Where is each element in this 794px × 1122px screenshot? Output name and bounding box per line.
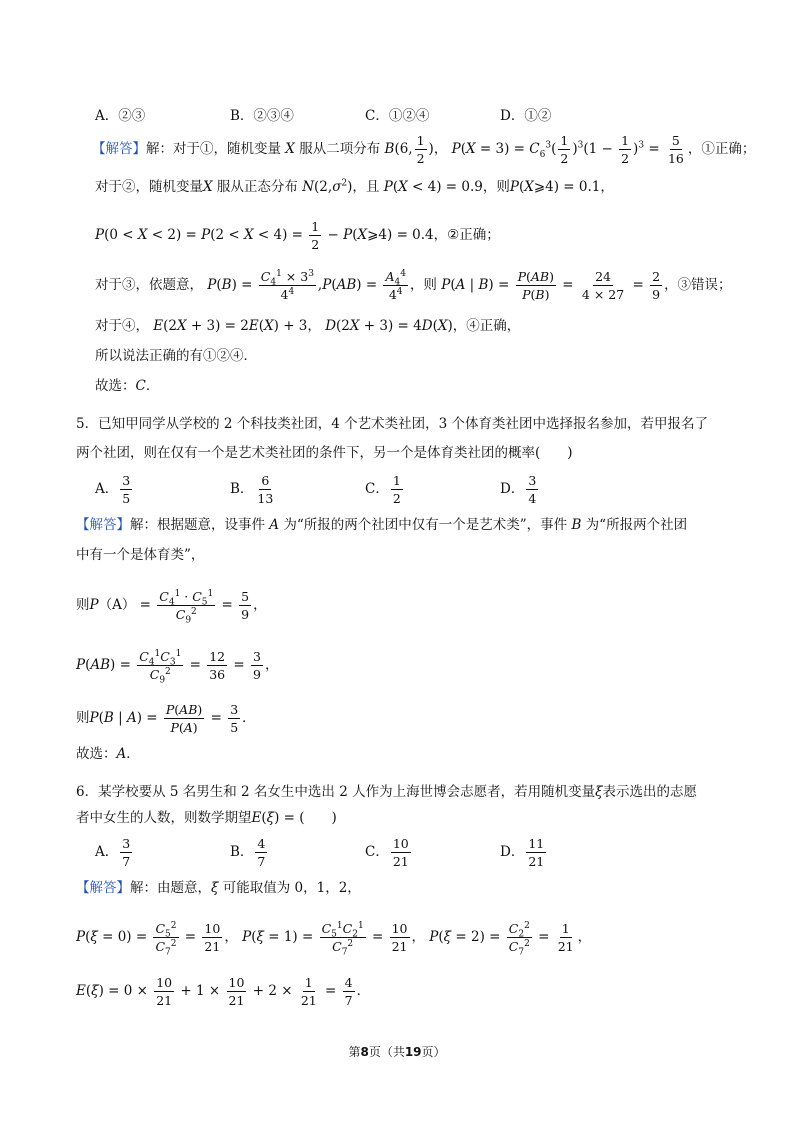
q4-solution-line-2: 对于②，随机变量X 服从正态分布 $N(2,\sigma^2)$，且 P(X < 4) = 0.9，则P(X⩾4) = 0.1， [95, 178, 614, 195]
q5-solution-pba: 则P(B | A) = $\frac{P(AB)}{P(A)}$ = $\frac{3}{5}$ ． [76, 702, 256, 736]
fraction: $\frac{C_2^2}{C_7^2}$ [508, 920, 530, 958]
q4-option-d: D．①② [500, 108, 552, 124]
fraction: $\frac{4}{7}$ [257, 836, 266, 870]
q6-solution-probabilities: P(ξ = 0) = $\frac{C_5^2}{C_7^2}$ = $\frac{10}{21}$ ， P(ξ = 1) = $\frac{C_5^1C_2^1}{C_7^2}$ = $\frac{10}{21}$ ， P(ξ = 2) = $\frac{C_2^2}{C_7^2}$ = $\frac{1}{21}$ ， [76, 920, 592, 958]
q5-option-b: B． $\frac{6}{13}$ [230, 473, 274, 507]
fraction: $\frac{C_4^1 \cdot C_5^1}{C_9^2}$ [159, 588, 214, 626]
q5-solution-line-2: 中有一个是体育类”， [76, 547, 205, 563]
q4-solution-line-1: 【解答】解：对于①，随机变量 X 服从二项分布 B(6, $\frac{1}{2}$ )， $P(X = 3) = C_6^3$( $\frac{1}{2}$ )$^3$(1 − $\frac{1}{2}$ )$^3$ = $\frac{5}{16}$ ，①正确； [92, 133, 756, 167]
page-total: 19 [404, 1045, 422, 1059]
page-number: 8 [360, 1045, 369, 1059]
q4-option-a: A．②③ [95, 108, 146, 124]
answer-tag: 【解答】 [76, 517, 130, 533]
fraction: $\frac{10}{21}$ [392, 836, 409, 870]
fraction: $\frac{2}{9}$ [652, 269, 661, 303]
q4-solution-line-4: 对于③，依题意， P(B) = $\frac{C_4^1 \times 3^3}{4^4}$ ,P(AB) = $\frac{A_4^4}{4^4}$ ，则 P(A | B) = $\frac{P(AB)}{P(B)}$ = $\frac{24}{4 \times 27}$ = $\frac{2}{9}$ ，③错误； [95, 268, 732, 303]
q6-option-d: D． $\frac{11}{21}$ [500, 836, 545, 870]
answer-tag: 【解答】 [76, 880, 130, 896]
fraction: $\frac{1}{2}$ [560, 133, 569, 167]
fraction: $\frac{P(AB)}{P(B)}$ [517, 269, 555, 303]
fraction: $\frac{3}{9}$ [253, 649, 261, 683]
fraction: $\frac{C_4^1C_3^1}{C_9^2}$ [139, 648, 182, 686]
fraction: $\frac{1}{2}$ [416, 133, 425, 167]
fraction: $\frac{6}{13}$ [257, 473, 274, 507]
q5-option-d: D． $\frac{3}{4}$ [500, 473, 537, 507]
fraction: $\frac{1}{2}$ [311, 219, 320, 253]
fraction: $\frac{10}{21}$ [156, 975, 173, 1009]
q4-solution-line-3: P(0 < X < 2) = P(2 < X < 4) = $\frac{1}{2}$ − P(X⩾4) = 0.4，②正确； [95, 219, 500, 253]
fraction: $\frac{4}{7}$ [344, 975, 353, 1009]
q4-solution-line-5: 对于④， E(2X + 3) = 2E(X) + 3， D(2X + 3) = 4D(X)，④正确， [95, 318, 521, 334]
page-footer: 第8页（共19页） [348, 1045, 446, 1059]
fraction: $\frac{C_5^1C_2^1}{C_7^2}$ [321, 920, 364, 958]
q4-solution-choice: 故选：C． [95, 378, 160, 394]
q6-option-c: C． $\frac{10}{21}$ [365, 836, 409, 870]
fraction: $\frac{24}{4 \times 27}$ [581, 269, 625, 303]
q6-stem-line-2: 者中女生的人数，则数学期望E(ξ) = ( ) [76, 810, 337, 826]
fraction: $\frac{C_4^1 \times 3^3}{4^4}$ [260, 268, 314, 303]
fraction: $\frac{1}{2}$ [621, 133, 630, 167]
fraction: $\frac{5}{9}$ [241, 589, 250, 623]
fraction: $\frac{A_4^4}{4^4}$ [385, 268, 406, 303]
fraction: $\frac{3}{4}$ [528, 473, 537, 507]
fraction: $\frac{1}{2}$ [392, 473, 401, 507]
fraction: $\frac{10}{21}$ [228, 975, 245, 1009]
q4-option-b: B．②③④ [230, 108, 294, 124]
q5-stem-line-2: 两个社团，则在仅有一个是艺术类社团的条件下，另一个是体育类社团的概率( ) [76, 445, 573, 461]
q4-solution-line-6: 所以说法正确的有①②④． [95, 348, 257, 364]
fraction: $\frac{C_5^2}{C_7^2}$ [155, 920, 177, 958]
q6-solution-line-1: 【解答】解：由题意，ξ 可能取值为 0，1，2， [76, 880, 361, 896]
q5-solution-choice: 故选：A． [76, 746, 140, 762]
q5-stem-line-1: 5．已知甲同学从学校的 2 个科技类社团，4 个艺术类社团，3 个体育类社团中选择报名参加，若甲报名了 [76, 416, 709, 432]
fraction: $\frac{1}{21}$ [557, 921, 574, 955]
q6-stem-line-1: 6．某学校要从 5 名男生和 2 名女生中选出 2 人作为上海世博会志愿者，若用随机变量ξ表示选出的志愿 [76, 784, 698, 800]
fraction: $\frac{P(AB)}{P(A)}$ [165, 702, 203, 736]
q6-option-a: A． $\frac{3}{7}$ [95, 836, 131, 870]
q5-option-c: C． $\frac{1}{2}$ [365, 473, 401, 507]
fraction: $\frac{10}{21}$ [204, 921, 221, 955]
fraction: $\frac{3}{5}$ [122, 473, 131, 507]
q5-solution-pa: 则P（A） = $\frac{C_4^1 \cdot C_5^1}{C_9^2}$ = $\frac{5}{9}$ ， [76, 588, 267, 626]
fraction: $\frac{1}{21}$ [300, 975, 317, 1009]
fraction: $\frac{3}{5}$ [230, 702, 239, 736]
fraction: $\frac{5}{16}$ [667, 133, 684, 167]
q5-solution-pab: P(AB) = $\frac{C_4^1C_3^1}{C_9^2}$ = $\frac{12}{36}$ = $\frac{3}{9}$ ， [76, 648, 279, 686]
fraction: $\frac{12}{36}$ [209, 649, 226, 683]
fraction: $\frac{11}{21}$ [528, 836, 545, 870]
fraction: $\frac{3}{7}$ [122, 836, 131, 870]
q4-option-c: C．①②④ [365, 108, 430, 124]
answer-tag: 【解答】 [92, 141, 146, 158]
fraction: $\frac{10}{21}$ [391, 921, 408, 955]
q5-solution-line-1: 【解答】解：根据题意，设事件 A 为“所报的两个社团中仅有一个是艺术类”，事件 B 为“所报两个社团 [76, 517, 688, 533]
q6-option-b: B． $\frac{4}{7}$ [230, 836, 266, 870]
q5-option-a: A． $\frac{3}{5}$ [95, 473, 131, 507]
q6-solution-expectation: E(ξ) = 0 × $\frac{10}{21}$ + 1 × $\frac{10}{21}$ + 2 × $\frac{1}{21}$ = $\frac{4}{7}$ ． [76, 975, 371, 1009]
